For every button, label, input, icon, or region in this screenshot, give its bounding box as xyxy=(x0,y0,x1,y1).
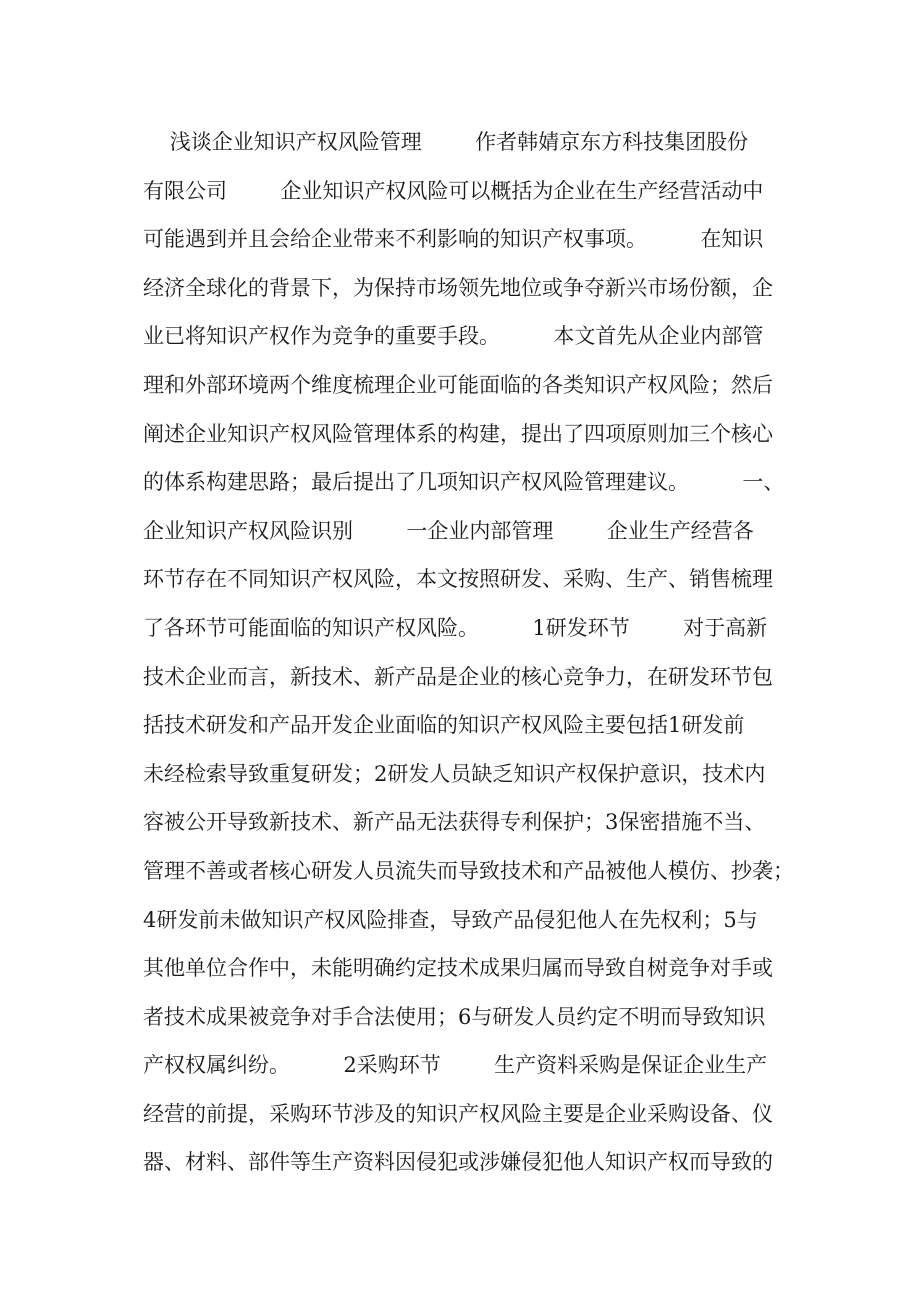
text-line: 括技术研发和产品开发企业面临的知识产权风险主要包括1研发前 xyxy=(143,713,745,738)
text-line: 器、材料、部件等生产资料因侵犯或涉嫌侵犯他人知识产权而导致的 xyxy=(143,1150,773,1175)
text-line: 产权权属纠纷。 2采购环节 生产资料采购是保证企业生产 xyxy=(143,1053,768,1078)
text-line: 了各环节可能面临的知识产权风险。 1研发环节 对于高新 xyxy=(143,615,768,640)
document-body xyxy=(143,118,793,1187)
text-line: 理和外部环境两个维度梳理企业可能面临的各类知识产权风险；然后 xyxy=(143,372,773,397)
text-line: 管理不善或者核心研发人员流失而导致技术和产品被他人模仿、抄袭； xyxy=(143,858,794,883)
text-line: 可能遇到并且会给企业带来不利影响的知识产权事项。 在知识 xyxy=(143,227,764,252)
text-line: 浅谈企业知识产权风险管理 作者韩婧京东方科技集团股份 xyxy=(143,130,749,154)
text-line: 企业知识产权风险识别 一企业内部管理 企业生产经营各 xyxy=(143,518,754,543)
text-line: 业已将知识产权作为竞争的重要手段。 本文首先从企业内部管 xyxy=(143,324,764,349)
text-line: 者技术成果被竞争对手合法使用；6与研发人员约定不明而导致知识 xyxy=(143,1004,766,1029)
text-line: 经济全球化的背景下，为保持市场领先地位或争夺新兴市场份额，企 xyxy=(143,275,773,300)
text-line: 未经检索导致重复研发；2研发人员缺乏知识产权保护意识，技术内 xyxy=(143,761,766,786)
text-line: 经营的前提，采购环节涉及的知识产权风险主要是企业采购设备、仪 xyxy=(143,1101,773,1126)
text-line: 环节存在不同知识产权风险，本文按照研发、采购、生产、销售梳理 xyxy=(143,567,773,592)
text-line: 容被公开导致新技术、新产品无法获得专利保护；3保密措施不当、 xyxy=(143,810,766,835)
text-line: 其他单位合作中，未能明确约定技术成果归属而导致自树竞争对手或 xyxy=(143,956,773,981)
text-line: 阐述企业知识产权风险管理体系的构建，提出了四项原则加三个核心 xyxy=(143,421,773,446)
text-line: 4研发前未做知识产权风险排查，导致产品侵犯他人在先权利；5与 xyxy=(143,907,758,932)
text-line: 的体系构建思路；最后提出了几项知识产权风险管理建议。 一、 xyxy=(143,470,785,495)
text-line: 技术企业而言，新技术、新产品是企业的核心竞争力，在研发环节包 xyxy=(143,664,773,689)
text-line: 有限公司 企业知识产权风险可以概括为企业在生产经营活动中 xyxy=(143,178,764,203)
